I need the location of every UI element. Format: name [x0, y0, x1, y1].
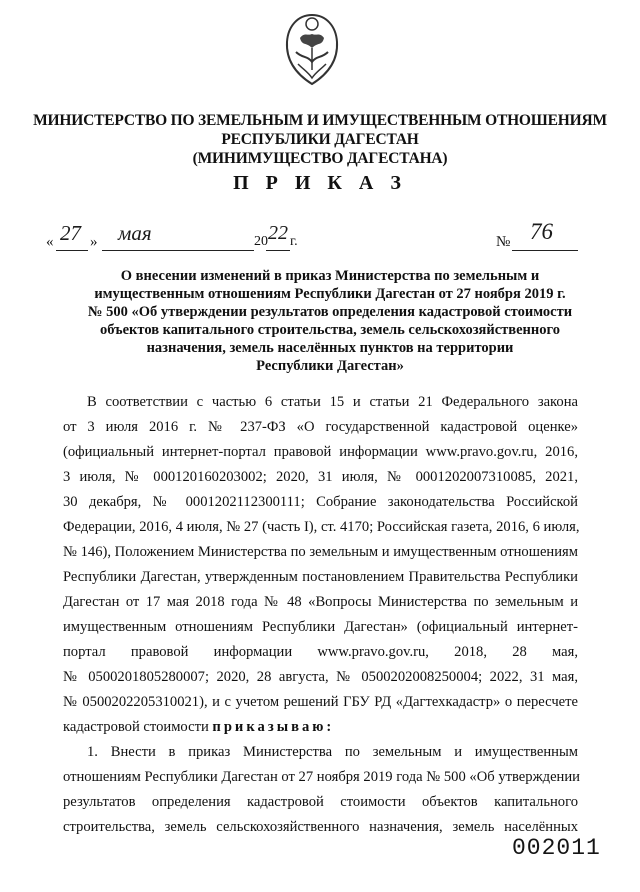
- date-month-handwritten: мая: [118, 221, 152, 245]
- body-text-line: Республики Дагестан, утвержденным постановлением Правительства Республики: [63, 569, 578, 585]
- date-year-unit: г.: [290, 234, 298, 249]
- order-number-sign: №: [496, 234, 511, 250]
- subject-line: Республики Дагестан»: [256, 358, 404, 374]
- order-word-emphasis: приказываю:: [212, 719, 335, 735]
- item-1-line: 1. Внести в приказ Министерства по земельным и имущественным: [87, 744, 578, 760]
- document-type-title: П Р И К А З: [233, 172, 407, 194]
- body-text-line: от 3 июля 2016 г. № 237-ФЗ «О государственной кадастровой оценке»: [63, 419, 578, 435]
- ministry-name-line2: РЕСПУБЛИКИ ДАГЕСТАН: [221, 131, 419, 148]
- date-day-handwritten: 27: [60, 221, 81, 245]
- body-text-line: Федерации, 2016, 4 июля, № 27 (часть I), ст. 4170; Российская газета, 2016, 6 июля,: [63, 519, 580, 535]
- body-text-line: № 0500201805280007; 2020, 28 августа, № 0500202008250004; 2022, 31 мая,: [63, 669, 578, 685]
- date-quote-open: «: [46, 234, 54, 250]
- date-year-prefix: 20: [254, 234, 268, 249]
- ministry-name-line1: МИНИСТЕРСТВО ПО ЗЕМЕЛЬНЫМ И ИМУЩЕСТВЕННЫМ ОТНОШЕНИЯМ: [33, 112, 607, 129]
- body-text-line: В соответствии с частью 6 статьи 15 и статьи 21 Федерального закона: [87, 394, 578, 410]
- date-quote-close: »: [90, 234, 98, 250]
- order-number-handwritten: 76: [530, 219, 553, 244]
- item-1-line: результатов определения кадастровой стоимости объектов капитального: [63, 794, 578, 810]
- dagestan-coat-of-arms-emblem: [278, 12, 346, 88]
- item-1-line: отношениям Республики Дагестан от 27 ноября 2019 года № 500 «Об утверждении: [63, 769, 580, 785]
- subject-line: объектов капитального строительства, земель сельскохозяйственного: [100, 322, 560, 338]
- subject-line: О внесении изменений в приказ Министерства по земельным и: [120, 268, 540, 284]
- date-day-underline: [56, 250, 88, 251]
- date-year-underline: [266, 250, 290, 251]
- body-text-line: № 146), Положением Министерства по земельным и имущественным отношениям: [63, 544, 578, 560]
- page-serial-number: 002011: [512, 835, 601, 861]
- subject-line: имущественным отношениям Республики Дагестан от 27 ноября 2019 г.: [94, 286, 566, 302]
- item-1-line: строительства, земель сельскохозяйственного назначения, земель населённых: [63, 819, 578, 835]
- body-text-line: 3 июля, № 000120160203002; 2020, 31 июля, № 0001202007310085, 2021,: [63, 469, 578, 485]
- body-text-line: Дагестан от 17 мая 2018 года № 48 «Вопросы Министерства по земельным и: [63, 594, 578, 610]
- date-month-underline: [102, 250, 254, 251]
- subject-line: назначения, земель населённых пунктов на территории: [146, 340, 514, 356]
- ministry-name-line3: (МИНИМУЩЕСТВО ДАГЕСТАНА): [192, 150, 448, 167]
- body-text-line: имущественным отношениям Республики Дагестан» (официальный интернет-: [63, 619, 578, 635]
- subject-line: № 500 «Об утверждении результатов определения кадастровой стоимости: [87, 304, 573, 320]
- body-text-line-final: [63, 718, 578, 736]
- body-text-line: 30 декабря, № 0001202112300111; Собрание законодательства Российской: [63, 494, 578, 510]
- body-text-fragment: кадастровой стоимости: [63, 719, 213, 735]
- order-number-underline: [512, 250, 578, 251]
- body-text-line: портал правовой информации www.pravo.gov.ru, 2018, 28 мая,: [63, 644, 578, 660]
- body-text-line: № 0500202205310021), и с учетом решений ГБУ РД «Дагтехкадастр» о пересчете: [63, 694, 578, 710]
- body-text-line: (официальный интернет-портал правовой информации www.pravo.gov.ru, 2016,: [63, 444, 578, 460]
- date-year-suffix-handwritten: 22: [268, 222, 288, 244]
